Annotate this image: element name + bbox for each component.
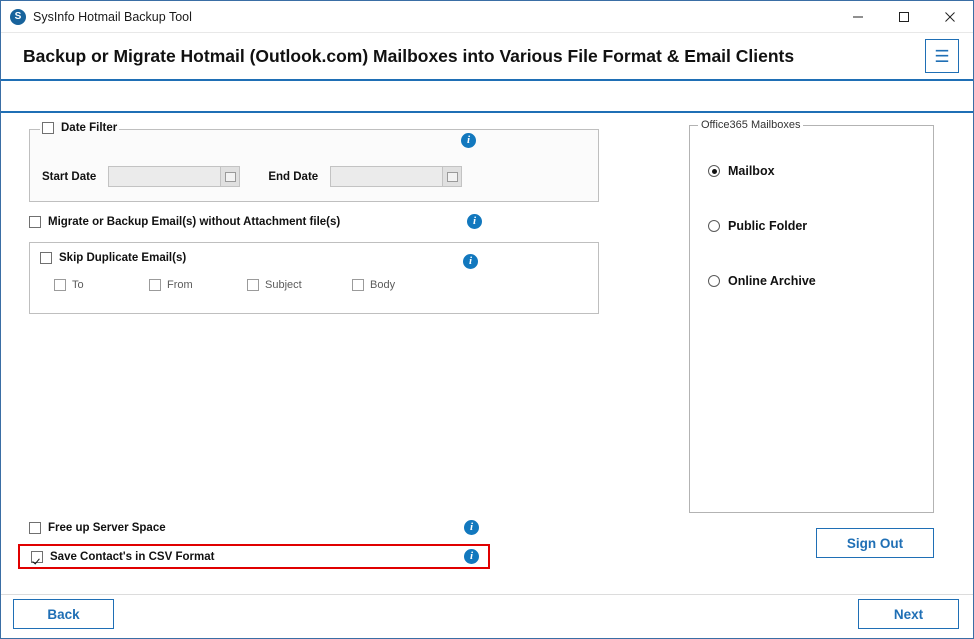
office365-mailboxes-group bbox=[689, 119, 934, 513]
skip-duplicate-info-icon[interactable]: i bbox=[463, 254, 478, 269]
main-content bbox=[1, 113, 973, 594]
start-date-value[interactable] bbox=[109, 167, 220, 186]
free-up-server-space-label: Free up Server Space bbox=[48, 521, 166, 534]
close-icon[interactable] bbox=[927, 1, 973, 33]
maximize-icon[interactable] bbox=[881, 1, 927, 33]
minimize-icon[interactable] bbox=[835, 1, 881, 33]
checkbox-box bbox=[42, 122, 54, 134]
window-title: SysInfo Hotmail Backup Tool bbox=[33, 9, 192, 24]
date-filter-group bbox=[29, 122, 599, 202]
checkbox-box bbox=[40, 252, 52, 264]
save-contacts-csv-label: Save Contact's in CSV Format bbox=[50, 550, 215, 563]
page-title: Backup or Migrate Hotmail (Outlook.com) Mailboxes into Various File Format & Email Clients bbox=[23, 45, 795, 66]
criteria-body-label: Body bbox=[370, 279, 396, 291]
title-bar bbox=[1, 1, 973, 33]
page-header bbox=[1, 33, 973, 81]
radio-button bbox=[708, 275, 720, 287]
criteria-to[interactable] bbox=[54, 279, 149, 291]
radio-button bbox=[708, 220, 720, 232]
radio-online-archive-label: Online Archive bbox=[728, 274, 816, 288]
save-contacts-csv-info-icon[interactable]: i bbox=[464, 549, 479, 564]
end-date-calendar-icon[interactable] bbox=[442, 167, 461, 186]
free-up-server-space-checkbox[interactable] bbox=[29, 522, 166, 534]
free-up-server-space-info-icon[interactable]: i bbox=[464, 520, 479, 535]
footer-bar bbox=[1, 594, 973, 638]
checkbox-box bbox=[29, 522, 41, 534]
checkbox-box bbox=[352, 279, 364, 291]
criteria-body[interactable] bbox=[352, 279, 395, 291]
no-attachment-row bbox=[29, 214, 599, 229]
free-up-server-space-row bbox=[29, 520, 479, 535]
radio-mailbox[interactable] bbox=[708, 164, 775, 178]
start-date-input[interactable] bbox=[108, 166, 240, 187]
save-contacts-csv-checkbox[interactable] bbox=[31, 551, 214, 563]
no-attachment-info-icon[interactable]: i bbox=[467, 214, 482, 229]
start-date-calendar-icon[interactable] bbox=[220, 167, 239, 186]
start-date-label: Start Date bbox=[42, 170, 97, 183]
criteria-from-label: From bbox=[167, 279, 193, 291]
sub-toolbar bbox=[1, 81, 973, 113]
checkbox-box bbox=[54, 279, 66, 291]
date-range-row bbox=[42, 166, 462, 187]
criteria-subject-label: Subject bbox=[265, 279, 302, 291]
radio-button bbox=[708, 165, 720, 177]
end-date-input[interactable] bbox=[330, 166, 462, 187]
skip-duplicate-group bbox=[29, 242, 599, 314]
end-date-value[interactable] bbox=[331, 167, 442, 186]
radio-public-folder-label: Public Folder bbox=[728, 219, 808, 233]
filter-options-pane bbox=[13, 122, 661, 586]
no-attachment-label: Migrate or Backup Email(s) without Attachment file(s) bbox=[48, 215, 341, 228]
skip-duplicate-label: Skip Duplicate Email(s) bbox=[59, 252, 187, 264]
no-attachment-checkbox[interactable] bbox=[29, 216, 340, 228]
checkbox-box bbox=[149, 279, 161, 291]
end-date-label: End Date bbox=[268, 170, 319, 183]
checkbox-box bbox=[31, 551, 43, 563]
window-controls bbox=[835, 1, 973, 33]
next-button[interactable]: Next bbox=[858, 599, 959, 629]
skip-duplicate-criteria bbox=[54, 279, 584, 291]
app-logo-icon: S bbox=[10, 9, 26, 25]
checkbox-box bbox=[247, 279, 259, 291]
skip-duplicate-checkbox[interactable] bbox=[40, 252, 186, 264]
hamburger-menu-icon[interactable]: ☰ bbox=[925, 39, 959, 73]
sign-out-button[interactable]: Sign Out bbox=[816, 528, 934, 558]
save-contacts-csv-row bbox=[18, 544, 490, 569]
checkbox-box bbox=[29, 216, 41, 228]
date-filter-label: Date Filter bbox=[61, 122, 118, 134]
criteria-subject[interactable] bbox=[247, 279, 352, 291]
office365-mailboxes-legend: Office365 Mailboxes bbox=[698, 119, 803, 131]
date-filter-checkbox[interactable] bbox=[40, 122, 119, 134]
radio-public-folder[interactable] bbox=[708, 219, 807, 233]
back-button[interactable]: Back bbox=[13, 599, 114, 629]
radio-mailbox-label: Mailbox bbox=[728, 164, 775, 178]
radio-online-archive[interactable] bbox=[708, 274, 816, 288]
criteria-to-label: To bbox=[72, 279, 84, 291]
criteria-from[interactable] bbox=[149, 279, 247, 291]
date-filter-info-icon[interactable]: i bbox=[461, 133, 476, 148]
